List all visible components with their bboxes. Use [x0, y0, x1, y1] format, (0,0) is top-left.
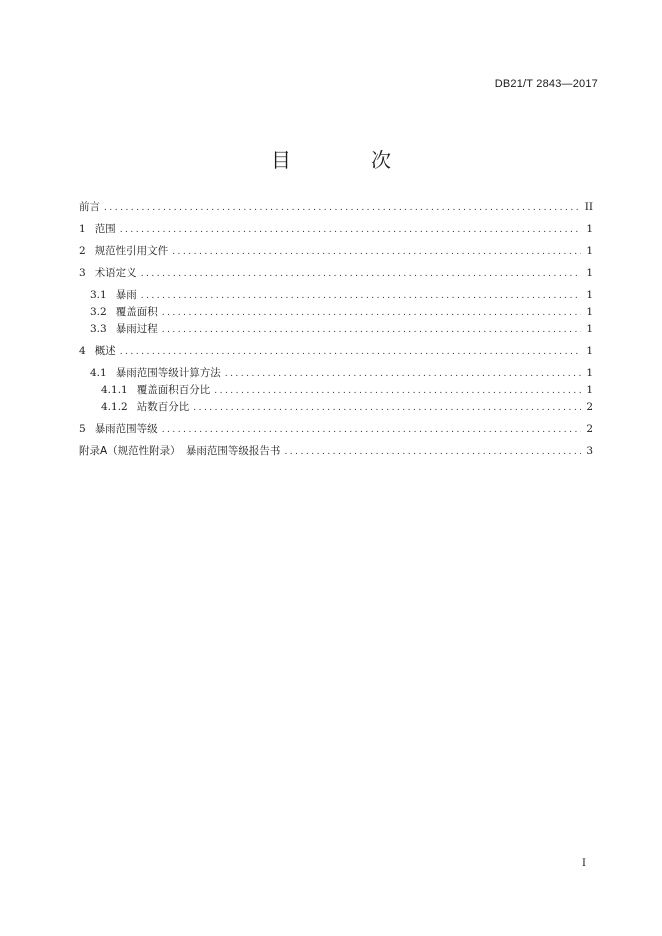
toc-entry-page: 1	[586, 367, 593, 379]
toc-entry-label: 暴雨范围等级计算方法	[115, 367, 221, 379]
dot-leader	[162, 322, 581, 338]
toc-entry-4-1-2[interactable]	[79, 399, 593, 416]
toc-entry-page: 2	[586, 423, 593, 435]
dot-leader	[172, 244, 581, 260]
toc-entry-number: 3.2	[90, 306, 107, 318]
toc-entry-label: 附录A（规范性附录） 暴雨范围等级报告书	[79, 445, 281, 457]
toc-entry-appendix-a[interactable]	[79, 443, 593, 460]
dot-leader	[225, 366, 581, 382]
toc-entry-page: 1	[586, 345, 593, 357]
toc-entry-number: 5	[79, 423, 86, 435]
toc-entry-4[interactable]	[79, 343, 593, 360]
toc-entry-number: 4.1.2	[101, 401, 128, 413]
toc-entry-label: 前言	[79, 201, 100, 213]
toc-entry-label: 站数百分比	[136, 401, 190, 413]
toc-entry-number: 4.1	[90, 367, 107, 379]
toc-entry-label: 规范性引用文件	[94, 245, 169, 257]
dot-leader	[104, 200, 581, 216]
toc-entry-page: 1	[586, 245, 593, 257]
toc-entry-page: II	[584, 201, 593, 213]
toc-entry-4-1-1[interactable]	[79, 382, 593, 399]
table-of-contents	[79, 199, 593, 460]
dot-leader	[120, 344, 581, 360]
toc-entry-page: 3	[586, 445, 593, 457]
toc-entry-3-2[interactable]	[79, 304, 593, 321]
dot-leader	[141, 266, 581, 282]
dot-leader	[284, 444, 581, 460]
dot-leader	[120, 222, 581, 238]
toc-entry-label: 暴雨过程	[115, 323, 158, 335]
toc-entry-page: 1	[586, 306, 593, 318]
page-number: I	[582, 858, 586, 869]
standard-code: DB21/T 2843—2017	[494, 78, 598, 90]
toc-entry-label: 范围	[94, 223, 116, 235]
page-title: 目 次	[271, 148, 421, 172]
toc-entry-5[interactable]	[79, 421, 593, 438]
toc-entry-page: 1	[586, 223, 593, 235]
dot-leader	[162, 305, 581, 321]
toc-entry-label: 覆盖面积	[115, 306, 158, 318]
toc-entry-number: 4	[79, 345, 86, 357]
toc-entry-label: 暴雨	[115, 289, 137, 301]
toc-entry-2[interactable]	[79, 243, 593, 260]
toc-entry-3-1[interactable]	[79, 287, 593, 304]
toc-entry-number: 3	[79, 267, 86, 279]
toc-entry-label: 暴雨范围等级	[94, 423, 158, 435]
toc-entry-page: 1	[586, 267, 593, 279]
toc-entry-number: 2	[79, 245, 86, 257]
toc-entry-number: 3.1	[90, 289, 107, 301]
toc-entry-label: 概述	[94, 345, 116, 357]
toc-entry-page: 2	[586, 401, 593, 413]
toc-entry-number: 4.1.1	[101, 384, 128, 396]
toc-entry-label: 覆盖面积百分比	[136, 384, 211, 396]
toc-entry-page: 1	[586, 323, 593, 335]
toc-entry-number: 1	[79, 223, 86, 235]
toc-entry-foreword[interactable]	[79, 199, 593, 216]
dot-leader	[141, 288, 581, 304]
dot-leader	[193, 400, 581, 416]
dot-leader	[214, 383, 581, 399]
dot-leader	[162, 422, 581, 438]
toc-entry-1[interactable]	[79, 221, 593, 238]
toc-entry-label: 术语定义	[94, 267, 137, 279]
toc-entry-page: 1	[586, 289, 593, 301]
toc-entry-3-3[interactable]	[79, 321, 593, 338]
toc-entry-number: 3.3	[90, 323, 107, 335]
toc-entry-page: 1	[586, 384, 593, 396]
toc-entry-4-1[interactable]	[79, 365, 593, 382]
toc-entry-3[interactable]	[79, 265, 593, 282]
